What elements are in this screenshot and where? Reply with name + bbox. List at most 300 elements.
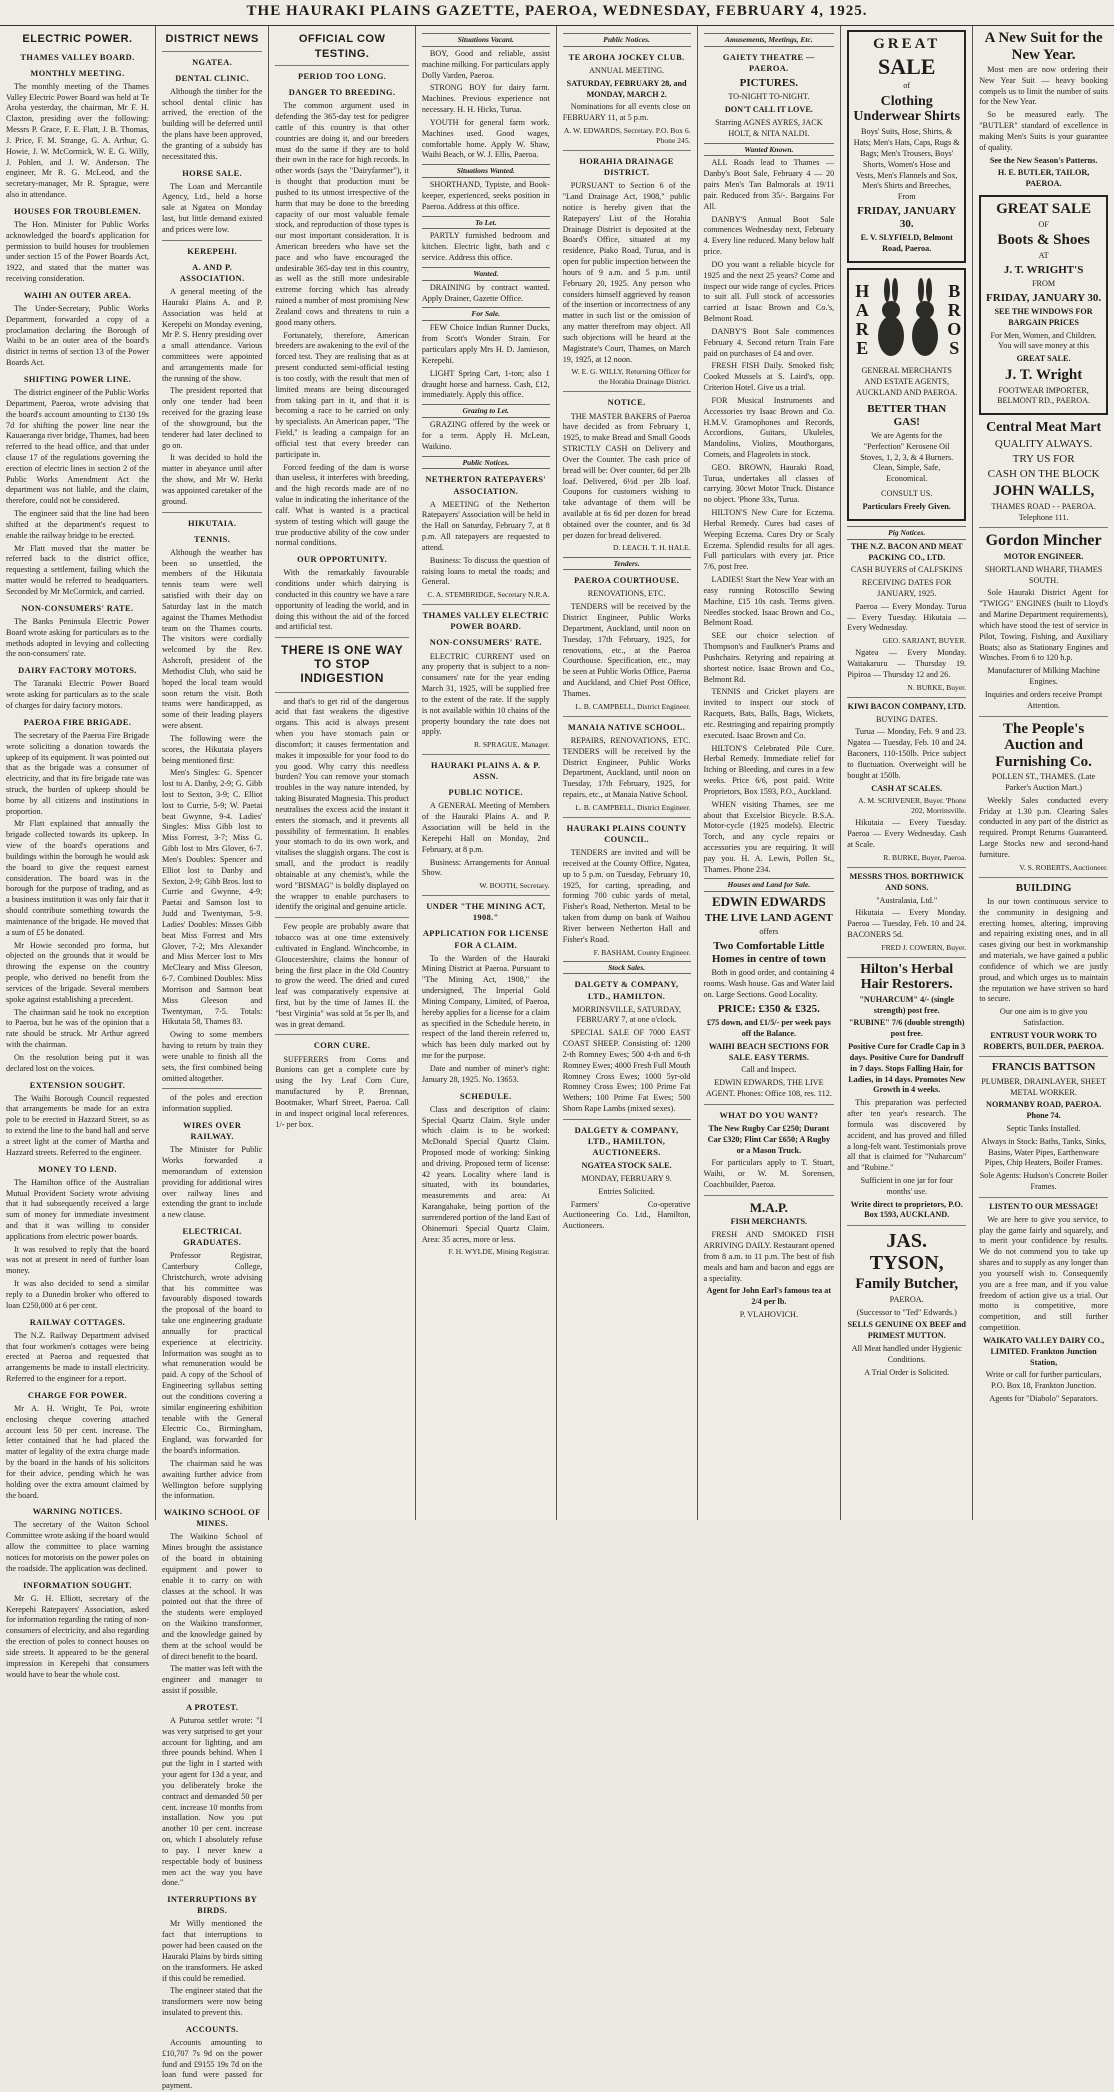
hilton-product: "RUBINE" 7/6 (double strength) post free. — [848, 1018, 965, 1039]
notice-signature: R. SPRAGUE, Manager. — [473, 740, 550, 750]
notice-dates: SATURDAY, FEBRUARY 28, and MONDAY, MARCH 2. — [566, 78, 687, 99]
gas-body: We are Agents for the "Perfection" Kerosene Oil Stoves, 1, 2, 3, & 4 Burners. Clean, Simple, Safe, Economical. — [860, 430, 954, 484]
sale-word: SALE — [877, 53, 936, 79]
paragraph: Owing to some members having to return by train they were unable to finish all the sets, the first combined being omitted altogether. — [161, 1030, 263, 1083]
wright-place: J. T. WRIGHT'S — [1003, 263, 1084, 276]
bacon-dates: RECEIVING DATES FOR JANUARY, 1925. — [861, 578, 952, 598]
edwards-terms: £75 down, and £1/5/- per week pays off the Balance. — [706, 1018, 831, 1038]
butler-body: Most men are now ordering their New Year Suit — heavy booking compels us to limit the number of suits for the New Year. — [979, 65, 1108, 107]
building-body: In our town continuous service to the community in designing and erecting homes, altering, improving and repairing existing ones, and in all cases giving our best in workmanship and materials, we have gained a public confidence of which we are justly proud, and which urges us to maintain the reputation we have striven so hard to secure. — [979, 896, 1108, 1004]
category-heading: Wanted Known. — [704, 143, 835, 157]
divider — [275, 1034, 409, 1035]
auction-address: POLLEN ST., THAMES. (Late Parker's Auction Mart.) — [991, 772, 1096, 792]
notice-signature: A. W. EDWARDS, Secretary. P.O. Box 6. Phone 245. — [563, 126, 691, 146]
battson-agents: Sole Agents: Hudson's Concrete Boiler Frames. — [979, 1171, 1108, 1192]
category-heading: Amusements, Meetings, Etc. — [704, 33, 835, 47]
section-heading: WARNING NOTICES. — [32, 1507, 123, 1517]
hilton-address: Write direct to proprietors, P.O. Box 1593, AUCKLAND. — [850, 1199, 963, 1220]
borthwick-body: Hikutaia — Every Monday. Paeroa — Tuesday, Feb. 10 and 24. BACONERS 5d. — [847, 908, 967, 940]
notice-signature: C. A. STEMBRIDGE, Secretary N.R.A. — [427, 590, 550, 600]
divider — [979, 1056, 1108, 1057]
divider — [162, 1088, 262, 1089]
wright-for: For Men, Women, and Children. You will save money at this — [990, 330, 1097, 351]
notice-body: Date and number of miner's right: January 28, 1925. No. 13653. — [421, 1063, 550, 1084]
notice-body: ELECTRIC CURRENT used on any property that is subject to a non-consumers' rate for the year ending March 31, 1925, will be supplied free to the extent of the rate. If the supply is not available within 10 chains of the property boundary the rate does not apply. — [421, 651, 550, 737]
notice-heading: DALGETY & COMPANY, LTD., HAMILTON, AUCTIONEERS. — [574, 1125, 679, 1158]
classified-ad: SEE our choice selection of Thompson's and Faulkner's Prams and Pushchairs. Retyring and repairing at shortest notice. Isaac Brown and Co., Belmont Rd. — [703, 631, 835, 684]
paragraph: A general meeting of the Hauraki Plains A. and P. Association was held at Kerepehi on Monday evening, Mr P. S. Henry presiding over a small attendance. Various committees were appointed and arrangements made for the running of the show. — [161, 287, 263, 383]
article-subheading: MONTHLY MEETING. — [30, 68, 125, 78]
wright-role: FOOTWEAR IMPORTER, BELMONT RD., PAEROA. — [997, 385, 1091, 406]
battson-subheading: PLUMBER, DRAINLAYER, SHEET METAL WORKER. — [981, 1076, 1106, 1097]
divider — [275, 637, 409, 638]
paragraph: The Hamilton office of the Australian Mutual Provident Society wrote advising that it had subsequently received a large sum of money for immediate investment and that it was willing to consider applications from electric power boards. — [6, 1177, 149, 1241]
building-heading: BUILDING — [1015, 881, 1072, 894]
divider — [847, 697, 966, 698]
theatre-pictures: PICTURES. — [739, 77, 799, 90]
wright-windows: SEE THE WINDOWS FOR BARGAIN PRICES — [994, 306, 1093, 327]
classified-ad: DO you want a reliable bicycle for 1925 and the next 25 years? Come and inspect our wide range of cycles. Prices to suit all. Full stock of accessories carried at Isaac Brown and Co.'s, Belmont Road. — [703, 259, 835, 324]
column-classifieds — [416, 26, 557, 1520]
column-electric-power — [0, 26, 156, 1679]
divider — [422, 604, 550, 605]
mincher-subheading: MOTOR ENGINEER. — [1003, 551, 1084, 561]
notice-subheading: NGATEA STOCK SALE. — [581, 1161, 672, 1171]
paragraph: On the resolution being put it was declared lost on the voices. — [6, 1052, 149, 1073]
corn-cure-body: SUFFERERS from Corns and Bunions can get a complete cure by using the Ivy Leaf Corn Cure, manufactured by P. Brennan, Bootmaker, Wharf Street, Paeroa. Call in and inspect original local references. 1/- per box. — [275, 1054, 409, 1129]
hilton-heading: Hilton's Herbal Hair Restorers. — [860, 961, 954, 993]
theatre-heading: GAIETY THEATRE — PAEROA. — [722, 52, 815, 73]
paragraph: of the poles and erection information supplied. — [161, 1093, 263, 1114]
divider — [275, 692, 409, 693]
category-heading: Public Notices. — [422, 456, 550, 470]
battson-address: NORMANBY ROAD, PAEROA. Phone 74. — [986, 1100, 1102, 1121]
notice-subheading: NON-CONSUMERS' RATE. — [429, 638, 542, 648]
classified-ad: HILTON'S Celebrated Pile Cure. Herbal Remedy. Immediate relief for Itching or Bleeding, and cures in a few weeks. Price 6/6, post paid. Write Proprietors, Box 1593, P.O., Auckland. — [703, 743, 835, 796]
listen-body: We are here to give you service, to play the game fairly and squarely, and to merit your confidence by results. We do not commend you to take up shares and to supply as any longer than you yourself wish to. Consequently you are a free man, and if you value freedom of action give us a trial. Our motto is competitive, more competition, and still further competition. — [979, 1214, 1108, 1333]
paragraph: Men's Singles: G. Spencer lost to A. Danby, 2-9; G. Gibb lost to Sexton, 3-9; C. Elliot lost to Currie, 5-9; W. Paetai beat Gwynne, 9-4. Ladies' Singles: Miss Gibb lost to Miss Forrest, 3-7; Miss G. Gibb lost to Mrs Glover, 6-7. Men's Doubles: Spencer and Elliot lost to Danby and Sexton, 2-9; Gibb Bros. lost to Currie and Gwynne, 4-9; Paetai and Samson lost to Judd and Twentyman, 5-9. Ladies' Doubles: Misses Gibb beat Miss Forrest and Mrs Glover, 7-2; Mrs Alexander and Miss Mercer lost to Mrs McCleary and Miss Gleeson, 6-7. Combined Doubles: Miss Morrison and Samson beat Miss Gleeson and Twentyman, 7-5. Totals: Hikutaia 58, Thames 83. — [161, 768, 263, 1027]
meat-try: TRY US FOR — [1012, 452, 1075, 465]
category-heading: Grazing to Let. — [422, 404, 550, 418]
wright-great-sale: GREAT SALE — [996, 201, 1092, 218]
paragraph: Few people are probably aware that tobacco was at one time extensively cultivated in England. Winchcombe, in Gloucestershire, claims the honour of being the first place in the Old Country to grow the weed. The dried and cured leaf was comparatively expensive at first, but by the time of James II. the "best Virginia" was sold at 5s per lb, and was in great demand. — [275, 922, 409, 1029]
section-heading: MONEY TO LEND. — [38, 1164, 117, 1174]
notice-signature: W. E. G. WILLY, Returning Officer for the Horahia Drainage District. — [571, 367, 691, 387]
building-entrust: ENTRUST YOUR WORK TO ROBERTS, BUILDER, PAEROA. — [983, 1030, 1104, 1051]
section-heading: CHARGE FOR POWER. — [27, 1390, 128, 1400]
notice-body: PURSUANT to Section 6 of the "Land Drainage Act, 1908," public notice is hereby given that the Ratepayers' List of the Horahia Drainage District is deposited at the Board's Office, situated at my residence, Piako Road, Turua, and is open for public inspection between the hours of 9 a.m. and 5 p.m. until February 20, 1925. Any person who considers himself aggrieved by reason of the insertion or incorrectness of any matter in such list or the omission of any matter therefrom may object. All such objections will be heard at the Magistrate's Court, Thames, on March 19, 1925, at 12 noon. — [562, 181, 691, 364]
paragraph: The matter was left with the engineer and manager to assist if possible. — [161, 1664, 263, 1695]
edwards-offers: offers — [759, 927, 779, 937]
section-heading: PAEROA FIRE BRIGADE. — [23, 717, 132, 727]
mincher-body: Inquiries and orders receive Prompt Attention. — [984, 689, 1103, 710]
butler-heading: A New Suit for the New Year. — [984, 30, 1103, 63]
theatre-tonight: TO-NIGHT TO-NIGHT. — [728, 92, 810, 102]
paragraph: Mr Flatt explained that annually the brigade collected towards its upkeep. In view of the board's operations and buildings within the borough he would ask the board to give the request earnest consideration. The board was in the borough for the purpose of trading, and as a business institution it was only fair that it should contribute something towards the maintenance of the brigade. He moved that a sum of £5 be donated. — [6, 819, 149, 937]
building-aim: Our one aim is to give you Satisfaction. — [999, 1007, 1088, 1027]
consult: CONSULT US. — [880, 489, 933, 499]
wright-from: FROM — [1031, 278, 1056, 288]
category-heading: Wanted. — [422, 267, 550, 281]
place-heading: NGATEA. — [192, 57, 233, 67]
place-heading: KEREPEHI. — [187, 246, 238, 256]
paragraph: The chairman said he took no exception to Paeroa, but he was of the opinion that a rate should be struck. Mr Arthur agreed with the chairman. — [6, 1007, 149, 1050]
map-signature: P. VLAHOVICH. — [739, 1310, 799, 1320]
tyson-trial: A Trial Order is Solicited. — [864, 1367, 950, 1377]
bacon-body: Paeroa — Every Monday. Turua — Every Tuesday. Hikutaia — Every Wednesday. — [847, 601, 967, 633]
paragraph: Mr Flatt moved that the matter be referred back to the district office, requesting a settlement, failing which the matter would be referred to headquarters. Seconded by Mr McCormick, and carried. — [6, 543, 149, 596]
section-heading: A. AND P. ASSOCIATION. — [179, 262, 245, 283]
bros-letters: BROS — [947, 281, 962, 359]
notice-subheading: PUBLIC NOTICE. — [448, 788, 524, 798]
kiwi-body: Turua — Monday, Feb. 9 and 23. Ngatea — Tuesday, Feb. 10 and 24. Baconers, 110-150lb. Price subject to fluctuation. Overweight will be bought at 150lb. — [847, 727, 967, 780]
tyson-heading: JAS. TYSON, — [869, 1230, 944, 1275]
notice-signature: D. LEACH. T. H. HALE. — [612, 543, 691, 553]
notice-heading: THAMES VALLEY ELECTRIC POWER BOARD. — [422, 611, 549, 632]
paragraph: The Hon. Minister for Public Works acknowledged the board's application for permission to build houses for troublemen under section 15 of the Power Boards Act, 1922, and stated that the matter was receiving consideration. — [6, 219, 149, 284]
article-subheading: THAMES VALLEY BOARD. — [20, 52, 135, 62]
paragraph: Although the weather has been so unsettled, the members of the Hikutaia tennis team were well satisfied with their day on Saturday last in the match against the Thames Methodist team on the Thames courts. The visitors were cordially welcomed by the Rev. Ashcroft, president of the Methodist Club, who said he hoped the local team would soon return the visit. Both teams were handicapped, as some of their leading players were absent. — [161, 547, 263, 731]
meat-quality: QUALITY ALWAYS. — [994, 437, 1093, 450]
paragraph: The district engineer of the Public Works Department, Paeroa, wrote advising that the board's account amounting to £130 19s 7d for shifting the power line near the Kauaeranga river bridge, Thames, had been referred to the head office, and that under clause 17 of the regulations governing the erection of electric lines in section 2 of the Public Works Amendment Act the department was not liable, and the claim, therefore, could not be considered. — [6, 388, 149, 506]
section-heading: WAIKINO SCHOOL OF MINES. — [163, 1508, 261, 1529]
tyson-subheading: Family Butcher, — [855, 1276, 959, 1293]
category-heading: To Let. — [422, 216, 550, 230]
section-heading: EXTENSION SOUGHT. — [29, 1080, 126, 1090]
paragraph: The president reported that only one tender had been received for the grazing lease of the showground, but the tenderer had later declined to go on. — [161, 386, 263, 450]
wright-of: OF — [1038, 219, 1049, 229]
sale-signature: E. V. SLYFIELD, Belmont Road, Paeroa. — [860, 233, 953, 254]
paragraph: The secretary of the Paeroa Fire Brigade wrote soliciting a donation towards the upkeep of its equipment. It was pointed out that as the brigade was a consumer of electricity, and that its fire brigade rate was struck, the burden of upkeep should be borne by all citizens and institutions in proportion. — [6, 730, 149, 816]
map-body: FRESH AND SMOKED FISH ARRIVING DAILY. Restaurant opened from 8 a.m. to 11 p.m. The best of fish meals and ham and bacon and eggs are a speciality. — [703, 1230, 835, 1283]
divider — [422, 895, 550, 896]
hare-body: GENERAL MERCHANTS AND ESTATE AGENTS, AUCKLAND AND PAEROA. — [856, 366, 958, 397]
paragraph: It was also decided to send a similar reply to a Dunedin broker who offered to loan £250,000 at 6 per cent. — [6, 1279, 149, 1310]
notice-body: Business: To discuss the question of raising loans to metal the roads; and General. — [421, 555, 550, 587]
article-subheading: DANGER TO BREEDING. — [288, 88, 396, 98]
section-heading: WIRES OVER RAILWAY. — [183, 1121, 242, 1142]
classified-ad: TENNIS and Cricket players are invited to inspect our stock of Racquets, Bats, Balls, Bags, Wickets, etc. Restringing and repairing promptly executed. Isaac Brown and Co. — [703, 687, 835, 740]
mincher-body: Manufacturer of Milking Machine Engines. — [987, 666, 1100, 687]
hilton-claims: Positive Cure for Cradle Cap in 3 days. Positive Cure for Dandruff in 7 days. Stops Falling Hair, for Ladies, in 14 days. Promotes New Growth in 4 weeks. — [848, 1042, 966, 1095]
divider — [563, 150, 691, 151]
notice-heading: NOTICE. — [607, 398, 646, 408]
classified-ad: GRAZING offered by the week or for a term. Apply H. McLean, Waikino. — [421, 420, 550, 451]
classified-ad: PARTLY furnished bedroom and kitchen. Electric light, bath and c service. Address this office. — [421, 231, 550, 263]
divider — [275, 917, 409, 918]
listen-agents: Agents for "Diabolo" Separators. — [989, 1394, 1098, 1404]
edwards-call: Call and Inspect. — [741, 1065, 797, 1075]
section-heading: INFORMATION SOUGHT. — [23, 1580, 132, 1590]
classified-ad: DANBY'S Boot Sale commences February 4. Second return Train Fare paid on purchases of £4 and over. — [703, 326, 835, 358]
slyfield-sale-ad — [847, 30, 966, 263]
notice-body: SPECIAL SALE OF 7000 EAST COAST SHEEP. Consisting of: 1200 2-th Romney Ewes; 500 4-th and 6-th Romney Ewes; 4000 Fresh Full Mouth Romney Cross Ewes; 1000 5yr-old Romney Cross Ewes; 100 Prime Fat Wethers; 100 Prime Fat Ewes; 500 Shorn Rape Lambs (mixed sexes). — [562, 1028, 691, 1114]
paragraph: Mr Howie seconded pro forma, but objected on the grounds that it would be throwing the expense on the country people, who derived no benefit from the services of the brigade. Several members spoke against establishing a precedent. — [6, 940, 149, 1004]
meat-address: THAMES ROAD - - PAEROA. Telephone 111. — [991, 501, 1096, 522]
notice-body: Entries Solicited. — [598, 1186, 655, 1196]
paragraph: The common argument used in defending the 365-day test for pedigree cattle of this country is that other countries are doing it, and our breeders must do the same if they are to hold their own in the race for high records. In other words (says the "Dairyfarmer"), it is thought that production must be pushed to its utmost irrespective of the harm that may be done to the breeding capacity of our most valuable female stock, and reproduction of those types is our most important consideration. It is American breeders who have set the pace and who have encouraged the undesirable 365-day test in this country, as well as the still more undesirable extreme forcing which has already ruined a number of most promising New Zealand cows and threatens to ruin a good many others. — [275, 101, 409, 327]
notice-body: TENDERS are invited and will be received at the County Office, Ngatea, up to 5 p.m. on Tuesday, February 10, 1925, for carting, spreading, and forming 700 cubic yards of metal, Fisher's Road, Netherton. Metal to be taken from dump on bank of Waihou River between Netherton Hall and Fisher's Road. — [562, 848, 691, 944]
sale-great: GREAT — [873, 36, 941, 52]
divider — [847, 1225, 966, 1226]
notice-body: A MEETING of the Netherton Ratepayers' Association will be held in the Hall on Saturday, February 7, at 8 p.m. All ratepayers are requested to attend. — [421, 499, 550, 552]
sale-date: FRIDAY, JANUARY 30. — [857, 205, 957, 231]
meat-mart-heading: Central Meat Mart — [986, 420, 1102, 436]
divider — [979, 716, 1108, 717]
battson-stock: Always in Stock: Baths, Tanks, Sinks, Basins, Water Pipes, Earthenware Pipes, Chip Heaters, Boiler Frames. — [981, 1136, 1106, 1168]
notice-subheading: SCHEDULE. — [459, 1091, 512, 1101]
classified-ad: DANBY'S Annual Boot Sale commences Wednesday next, February 4. Every line reduced. Many below half price. — [703, 214, 835, 257]
particulars: Particulars Freely Given. — [862, 501, 951, 511]
mincher-body: Sole Hauraki District Agent for "TWIGG" ENGINES (built to Lloyd's and Marine Department requirements), which have stood the test of service in Pilot, Towing, Fishing, and Auxiliary Boats; also as Stationary Engines and Winches. From 6 to 120 h.p. — [979, 588, 1108, 663]
category-heading: Stock Sales. — [563, 961, 691, 975]
tyson-successor: (Successor to "Ted" Edwards.) — [856, 1307, 957, 1317]
notice-body: TENDERS will be received by the District Engineer, Public Works Department, Auckland, until noon on Tuesday, 17th February, 1925, for renovations, etc., at the Paeroa Courthouse. Specification, etc., may be seen at Public Works Office, Paeroa and Auckland, and Chief Post Office, Thames. — [562, 602, 691, 698]
battson-tanks: Septic Tanks Installed. — [1006, 1123, 1081, 1133]
paragraph: The Minister for Public Works forwarded a memorandum of extension providing for additional wires over railway lines and extending the grant to include a new clause. — [161, 1145, 263, 1220]
paragraph: Fortunately, therefore, American breeders are awakening to the evil of the forced test. They are realising that as at present conducted semi-official testing is too costly, with the result that men of limited means are being discouraged from taking part in it, and that it is becoming a race to be carried on only by specialists. An American paper, "The Field," is leading a campaign for an official test that every breeder can participate in. — [275, 330, 409, 459]
wright-boots: Boots & Shoes — [997, 232, 1090, 249]
section-heading: SHIFTING POWER LINE. — [23, 374, 132, 384]
notice-heading: TE AROHA JOCKEY CLUB. — [568, 52, 685, 62]
notice-subheading: RENOVATIONS, ETC. — [587, 589, 666, 599]
sale-of: of — [903, 80, 911, 90]
category-heading: Houses and Land for Sale. — [704, 878, 835, 892]
classified-ad: SHORTHAND, Typiste, and Book-keeper, experienced, seeks position in Paeroa. Address at this office. — [421, 180, 550, 211]
notice-heading: MANAIA NATIVE SCHOOL. — [567, 722, 686, 732]
hare-bros-banner — [853, 274, 960, 366]
sale-items: Clothing Underwear Shirts — [853, 93, 961, 124]
hare-bros-ad — [847, 268, 966, 521]
kiwi-signature: A. M. SCRIVENER, Buyer. 'Phone 202, Morrinsville. — [858, 796, 967, 816]
film-title: DON'T CALL IT LOVE. — [724, 105, 813, 115]
paragraph: The Taranaki Electric Power Board wrote asking for particulars as to the scale of charges for dairy factory motors. — [6, 679, 149, 710]
rabbits-icon — [869, 278, 947, 362]
category-heading: Situations Wanted. — [422, 164, 550, 178]
edwards-price: PRICE: £350 & £325. — [717, 1002, 820, 1015]
column-heading: DISTRICT NEWS — [165, 33, 259, 45]
classified-ad: FOR Musical Instruments and Accessories try Isaac Brown and Co. H.M.V. Gramophones and Records, Accordions, Guitars, Ukuleles, Mandolins, Violins, Mouthorgans, Cornets, and Flageolets in stock. — [703, 395, 835, 459]
column-right-ads — [973, 26, 1114, 1520]
notice-heading: NETHERTON RATEPAYERS' ASSOCIATION. — [425, 475, 547, 496]
paragraph: With the remarkably favourable conditions under which dairying is conducted in this country we have a rare opportunity of leading the world, and in doing this without the aid of the forced and artificial test. — [275, 568, 409, 632]
paragraph: The N.Z. Railway Department advised that four workmen's cottages were being erected at Paeroa and requested that arrangements be made to install electricity. Referred to the engineer for a report. — [6, 1330, 149, 1384]
notice-heading: PAEROA COURTHOUSE. — [574, 576, 680, 586]
paragraph: A Puturoa settler wrote: "I was very surprised to get your account for lighting, and am three pounds behind. When I put the light in I started with your agent for 13d a year, and you deliberately broke the contract and demanded 50 per cent. increase 10 months from installation. Now you put another 10 per cent. increase on, which I absolutely refuse to pay. I never knew a respectable body of business men act the way you have done." — [161, 1715, 263, 1888]
column-district-news — [156, 26, 269, 2091]
divider — [563, 1119, 691, 1120]
notice-body: Business: Arrangements for Annual Show. — [421, 857, 550, 878]
place-heading: HIKUTAIA. — [187, 518, 237, 528]
classified-ad: STRONG BOY for dairy farm. Machines. Previous experience not necessary. H. H. Hicks, Turua. — [421, 83, 550, 115]
paragraph: It was resolved to reply that the board was not at present in need of further loan money. — [6, 1244, 149, 1276]
hilton-body: Sufficient in one jar for four months' use. — [860, 1175, 953, 1196]
category-heading: For Sale. — [422, 307, 550, 321]
edwards-signature: EDWIN EDWARDS, THE LIVE AGENT. Phones: Office 108, res. 112. — [705, 1078, 832, 1098]
section-heading: NON-CONSUMERS' RATE. — [21, 603, 134, 613]
kiwi-signature: R. BURKE, Buyer, Paeroa. — [883, 852, 967, 862]
cars-list: The New Rugby Car £250; Durant Car £320; Flint Car £650; A Rugby or a Mason Truck. — [707, 1123, 831, 1155]
divider — [162, 240, 262, 241]
bacon-body: Ngatea — Every Monday. Waitakaruru — Thursday 19. Pipiroa — Thursday 12 and 26. — [847, 648, 967, 679]
sale-list: Boys' Suits, Hose, Shirts, & Hats; Men's Hats, Caps, Rugs & Bags; Men's Trousers, Boys' Shorts, Women's Hose and Vests, Men's Flannels and Sox, Men's Shirts and Breeches, From — [853, 127, 960, 202]
paragraph: The Under-Secretary, Public Works Department, forwarded a copy of a proclamation declaring the Borough of Waihi to be an outer area of the board's district in terms of section 13 of the Power Boards Act. — [6, 303, 149, 368]
classified-ad: ALL Roads lead to Thames — Danby's Boot Sale, February 4 — 20 pairs Men's Tan Balmorals at 19/11 pair. Reduced from 35/-. Bargains For All. — [703, 158, 835, 211]
column-display-ads — [841, 26, 973, 1520]
tyson-place: PAEROA. — [889, 1294, 924, 1304]
paragraph: Mr Willy mentioned the fact that interruptions to power had been caused on the Hauraki Plains by birds sitting on the transformers. He asked if this could be remedied. — [161, 1919, 263, 1983]
cars-heading: WHAT DO YOU WANT? — [719, 1110, 819, 1120]
paragraph: It was decided to hold the matter in abeyance until after the show, and Mr W. Herkt was appointed caretaker of the ground. — [161, 453, 263, 506]
wright-date: FRIDAY, JANUARY 30. — [986, 291, 1102, 304]
masthead: THE HAURAKI PLAINS GAZETTE, PAEROA, WEDNESDAY, FEBRUARY 4, 1925. — [0, 0, 1114, 26]
film-stars: Starring AGNES AYRES, JACK HOLT, & NITA NALDI. — [715, 117, 823, 138]
paragraph: The engineer said that the line had been shifted at the department's request to enable the railway bridge to be erected. — [6, 509, 149, 540]
listen-heading: LISTEN TO OUR MESSAGE! — [989, 1201, 1098, 1211]
divider — [162, 51, 262, 52]
column-cow-testing — [269, 26, 416, 1520]
notice-body: Nominations for all events close on FEBRUARY 11, at 5 p.m. — [562, 102, 691, 123]
listen-write: Write or call for further particulars, P.O. Box 18, Frankton Junction. — [985, 1370, 1102, 1391]
cars-details: For particulars apply to T. Stuart, Waihi, or W. M. Sorensen, Coachbuilder, Paeroa. — [703, 1158, 835, 1190]
paragraph: The Waikino School of Mines brought the assistance of the board in obtaining equipment and power to enable it to carry on with classes at the school. It was pointed out that the three of the students were employed on the Waikino transformer, and the knowledge gained by them at the school would be of direct benefit to the board. — [161, 1532, 263, 1661]
divider — [847, 957, 966, 958]
edwards-cottages: Two Comfortable Little Homes in centre of town — [711, 939, 826, 966]
category-heading: Public Notices. — [563, 33, 691, 47]
section-heading: WAIHI AN OUTER AREA. — [23, 290, 132, 300]
paragraph: Mr A. H. Wright, Te Poi, wrote enclosing cheque covering attached account less 50 per cent. increase. The letter contained that he had placed the matter of legality of the extra charge made by the board in the hands of his solicitors for their advice, pending which he was holding over the extra amount claimed by the board. — [6, 1403, 149, 1500]
category-heading: Situations Vacant. — [422, 33, 550, 47]
bacon-heading: THE N.Z. BACON AND MEAT PACKING CO., LTD. — [850, 541, 963, 562]
paragraph: The secretary of the Waiton School Committee wrote asking if the board would allow the committee to place warning notices for motorists on the power poles on the roadside. The application was declined. — [6, 1520, 149, 1573]
butler-patterns: See the New Season's Patterns. — [989, 155, 1098, 165]
butler-body: So be measured early. The "BUTLER" standard of excellence in making Men's Suits is your guarantee of quality. — [979, 110, 1108, 152]
notice-body: Farmers' Co-operative Auctioneering Co. Ltd., Hamilton, Auctioneers. — [562, 1199, 691, 1231]
divider — [422, 754, 550, 755]
paragraph: The chairman said he was awaiting further advice from Wellington before supplying the information. — [161, 1458, 263, 1501]
hilton-body: This preparation was perfected after ten year's research. The formula was discovered by accident, and has proved and filled a long-felt want. Testimonials prove all that is claimed for "Nuharcum" and "Rubine." — [847, 1098, 967, 1173]
classified-ad: LADIES! Start the New Year with an easy running Rotoscillo Sewing Machine, £15 10s cash. Terms given. Needles stocked. Isaac Brown and Co., Belmont Road. — [703, 575, 835, 628]
divider — [979, 527, 1108, 528]
classified-ad: LIGHT Spring Cart, 1-ton; also 1 draught horse and harness. Cash, £12, immediately. Apply this office. — [421, 368, 550, 400]
wright-great: GREAT SALE. — [1016, 354, 1071, 364]
kiwi-subheading: BUYING DATES. — [876, 714, 938, 724]
edwards-waihi: WAIHI BEACH SECTIONS FOR SALE. EASY TERMS. — [708, 1041, 829, 1062]
notice-heading: HAURAKI PLAINS COUNTY COUNCIL. — [566, 823, 687, 844]
section-heading: ACCOUNTS. — [185, 2024, 239, 2034]
notice-heading: HORAHIA DRAINAGE DISTRICT. — [579, 157, 674, 178]
wright-at: AT — [1038, 250, 1049, 260]
wright-signature: J. T. Wright — [1004, 367, 1083, 384]
tyson-sells: SELLS GENUINE OX BEEF and PRIMEST MUTTON. — [847, 1320, 966, 1341]
kiwi-cash: CASH AT SCALES. — [871, 783, 943, 793]
divider — [704, 1195, 835, 1196]
butler-signature: H. E. BUTLER, TAILOR, PAEROA. — [997, 168, 1090, 189]
classified-ad: WHEN visiting Thames, see me about that Excelsior Bicycle. B.S.A. Motor-cycle (1925 models). Electric Torch, and any cycle repairs or accessories you are requiring. It will pay you. H. A. Lewis, Pollen St., Thames. Phone 234. — [703, 799, 835, 874]
edwards-body: Both in good order, and containing 4 rooms. Wash house. Gas and Water laid on. Large Sections. Good Locality. — [703, 968, 835, 999]
paragraph: The Waihi Borough Council requested that arrangements be made for an extra pole to be erected in Hazzard Street, so as to extend the line to the band hall and serve a street light at the corner of Martha and Hazzard streets. Referred to the engineer. — [6, 1093, 149, 1157]
bacon-subheading: CASH BUYERS of CALFSKINS — [850, 565, 963, 575]
notice-body: To the Warden of the Hauraki Mining District at Paeroa. Pursuant to "The Mining Act, 1908," the undersigned, The Imperial Gold Mining Company, Limited, of Paeroa, hereby applies for a license for a claim as specified in the Schedule hereto, in respect of the land therein referred to, which has been duly marked out by me for the purpose. — [421, 953, 550, 1061]
paragraph: The Banks Peninsula Electric Power Board wrote asking for particulars as to the methods adopted in levying and collecting the non-consumers' rate. — [6, 616, 149, 659]
notice-body: Class and description of claim: Special Quartz Claim. Style under which claim is to be worked: McDonald Special Quartz Claim. Proposed mode of working: Sinking and driving. Proposed term of license: 42 years. Locality where land is situated, with its boundaries, measurements and area: At Karangahake, being portion of the surrendered portion of the land East of Ohinemuri Special Quartz Claim. Area: 35 acres, more or less. — [421, 1104, 550, 1244]
divider — [275, 65, 409, 66]
classified-ad: FRESH FISH Daily. Smoked fish; Cooked Mussels at S. Laird's, opp. Criterion Hotel. Give us a trial. — [703, 361, 835, 393]
gas-heading: BETTER THAN GAS! — [867, 402, 947, 428]
notice-dates: MONDAY, FEBRUARY 9. — [581, 1173, 672, 1183]
paragraph: The engineer stated that the transformers were now being insulated to prevent this. — [161, 1986, 263, 2017]
section-heading: HOUSES FOR TROUBLEMEN. — [13, 206, 142, 216]
borthwick-heading: MESSRS THOS. BORTHWICK AND SONS. — [849, 871, 964, 892]
tyson-meat: All Meat handled under Hygienic Conditions. — [851, 1344, 962, 1364]
section-heading: DENTAL CLINIC. — [175, 73, 250, 83]
edwards-subheading: THE LIVE LAND AGENT — [704, 911, 833, 924]
classified-ad: GEO. BROWN, Hauraki Road, Turua, undertakes all classes of carrying. 30cwt Motor Truck. Distance no object. 'Phone 33x, Turua. — [703, 462, 835, 505]
classified-ad: DRAINING by contract wanted. Apply Drainer, Gazette Office. — [421, 282, 550, 303]
paragraph: Mr G. H. Elliott, secretary of the Kerepehi Ratepayers' Association, asked for information regarding the rating of non-consumers of electricity, and also regarding the erection of poles to connect houses on side streets. It appeared to be the general impression in Kerepehi that consumers would have to bear the whole cost. — [6, 1593, 149, 1679]
notice-subheading: MORRINSVILLE, SATURDAY, FEBRUARY 7, at one o'clock. — [572, 1004, 682, 1025]
indigestion-ad-body: and that's to get rid of the dangerous acid that fast weakens the digestive organs. This acid is always present when you have stomach pain or discomfort; it causes fermentation and makes it impossible for your food to do you good. Why carry this needless burden? You can remove your stomach troubles in the way nature intended, by taking Bisurated Magnesia. This product neutralises the excess acid the instant it enters the stomach, and it prevents all possibility of fermentation. It enables your stomach to do its own work, and vitalises the sluggish organs. The cost is small, and the product is readily obtainable at any chemist's, while the word "BISMAG" is boldly displayed on the wrapper to enable purchasers to identify the original and genuine article. — [275, 696, 409, 912]
paragraph: Professor Registrar, Canterbury College, Christchurch, wrote advising that his committee was favourably disposed towards the proposal of the board to take one engineering graduate annually for practical experience at electricity. Information was sought as to what remuneration would be paid. A copy of the School of Engineering syllabus setting out the conditions covering a similar engineering exhibition tenable with the General Electric Co., Birmingham, England, was forwarded for the board's information. — [161, 1251, 263, 1456]
category-heading: Pig Notices. — [847, 526, 966, 540]
classified-ad: YOUTH for general farm work. Machines used. Good wages, comfortable home. Apply W. Shaw, Waihi Beach, or W. J. Ellis, Paeroa. — [421, 117, 550, 160]
meat-name: JOHN WALLS, — [992, 483, 1095, 500]
article-subheading: PERIOD TOO LONG. — [298, 72, 387, 82]
auction-signature: V. S. ROBERTS, Auctioneer. — [1019, 862, 1108, 872]
column-amusements — [698, 26, 842, 1520]
section-heading: RAILWAY COTTAGES. — [29, 1317, 126, 1327]
paragraph: Although the timber for the school dental clinic has arrived, the erection of the building will be deferred until the plans have been approved, the granting of a subsidy has necessitated this. — [161, 86, 263, 161]
hare-letters: HARE — [855, 281, 870, 359]
notice-heading: UNDER "THE MINING ACT, 1908." — [426, 902, 546, 923]
bacon-buyer: N. BURKE, Buyer. — [907, 682, 967, 692]
section-heading: TENNIS. — [194, 534, 231, 544]
article-heading: ELECTRIC POWER. — [22, 33, 133, 45]
mincher-heading: Gordon Mincher — [985, 532, 1102, 550]
mincher-address: SHORTLAND WHARF, THAMES SOUTH. — [984, 564, 1103, 585]
wright-sale-ad — [979, 195, 1108, 415]
notice-signature: L. B. CAMPBELL, District Engineer. — [575, 802, 691, 812]
corn-cure-heading: CORN CURE. — [313, 1041, 371, 1051]
battson-heading: FRANCIS BATTSON — [991, 1061, 1096, 1074]
divider — [704, 1104, 835, 1105]
indigestion-ad-heading: THERE IS ONE WAY TO STOP INDIGESTION — [280, 643, 404, 685]
paragraph: Accounts amounting to £10,707 7s 9d on the power fund and £9155 19s 7d on the loan fund were passed for payment. — [161, 2037, 263, 2091]
divider — [979, 877, 1108, 878]
section-heading: A PROTEST. — [186, 1702, 239, 1712]
map-subheading: FISH MERCHANTS. — [730, 1217, 808, 1227]
auction-body: Weekly Sales conducted every Friday at 1.30 p.m. Clearing Sales conducted in any part of the district as required. Prompt Returns Guaranteed. Large Stocks new and second-hand furniture. — [979, 795, 1108, 859]
paragraph: The monthly meeting of the Thames Valley Electric Power Board was held at Te Aroha yesterday, the chairman, Mr F. H. Claxton, presiding over the following: Messrs P. Grace, F. E. Flatt, J. B. Thomas, J. Price, F. M. Strange, G. A. Arthur, G. Howie, J. W. McCormick, W. E. G. Willy, J. Pohlen, and J. W. Anderson. The engineer, Mr R. G. McLeod, and the secretary-manager, Mr R. Sprague, were also in attendance. — [6, 81, 149, 199]
listen-signature: WAIKATO VALLEY DAIRY CO., LIMITED. Frankton Junction Station, — [983, 1335, 1105, 1367]
divider — [979, 1197, 1108, 1198]
category-heading: Tenders. — [563, 557, 691, 571]
section-heading: OUR OPPORTUNITY. — [297, 555, 388, 565]
kiwi-heading: KIWI BACON COMPANY, LTD. — [847, 701, 966, 711]
notice-subheading: APPLICATION FOR LICENSE FOR A CLAIM. — [422, 929, 549, 950]
divider — [847, 867, 966, 868]
bacon-buyer: GEO. SARJANT, BUYER. — [882, 636, 967, 646]
section-heading: DAIRY FACTORY MOTORS. — [18, 666, 137, 676]
paragraph: Forced feeding of the dam is worse than useless, it interferes with breeding, and the high records made are of no value in indicating the inheritance of the calf. What is wanted is a practical system of testing which will gauge the true productive ability of the cow under normal conditions. — [275, 462, 409, 548]
edwards-heading: EDWIN EDWARDS — [711, 894, 826, 910]
columns — [0, 26, 1114, 2091]
notice-signature: F. H. WYLDE, Mining Registrar. — [448, 1247, 550, 1257]
divider — [162, 512, 262, 513]
borthwick-subheading: "Australasia, Ltd." — [876, 895, 938, 905]
map-agent: Agent for John Earl's famous tea at 2/4 per lb. — [706, 1286, 832, 1307]
article-heading: OFFICIAL COW TESTING. — [298, 33, 386, 60]
